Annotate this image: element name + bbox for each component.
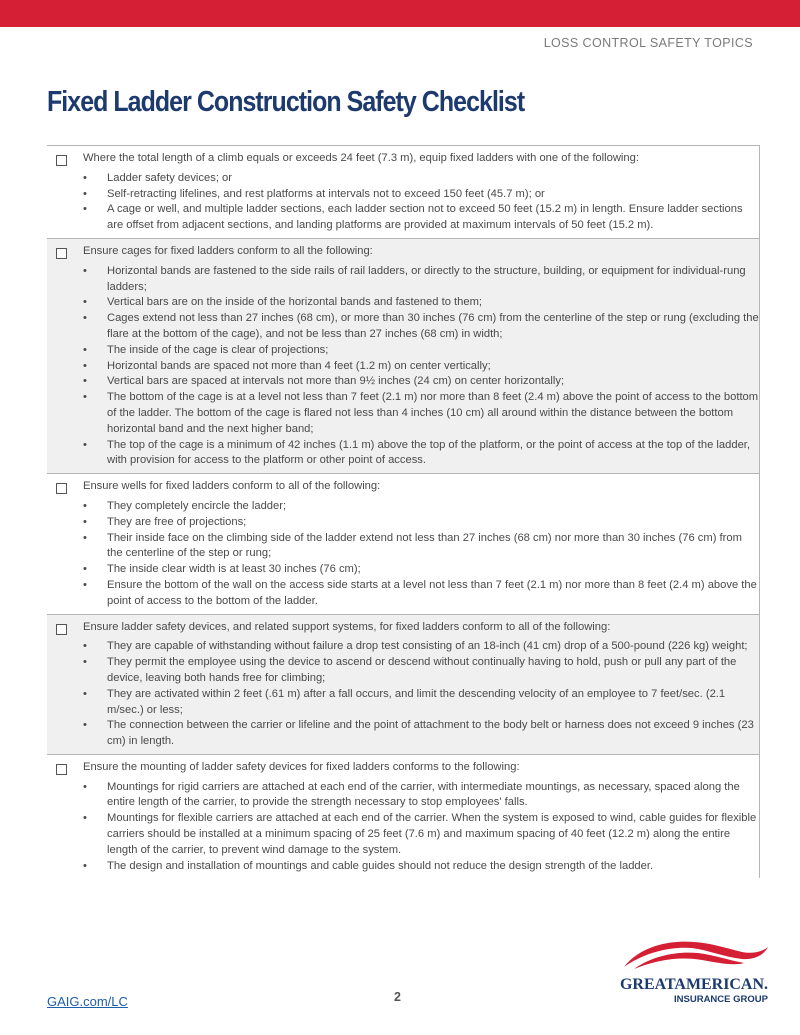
item-text: Ladder safety devices; or: [107, 171, 232, 184]
item-list: [83, 171, 760, 234]
list-item: [83, 295, 760, 311]
item-text: The inside clear width is at least 30 inches (76 cm);: [107, 563, 361, 576]
bullet-icon: •: [83, 780, 87, 793]
list-item: [83, 171, 760, 187]
checklist-section: [47, 754, 760, 879]
checklist-section: [47, 238, 760, 473]
bullet-icon: •: [83, 563, 87, 576]
list-item: [83, 264, 760, 296]
bullet-icon: •: [83, 171, 87, 184]
page-number: 2: [394, 990, 401, 1004]
bullet-icon: •: [83, 687, 87, 700]
list-item: [83, 859, 760, 875]
item-list: [83, 780, 760, 875]
item-text: Mountings for flexible carriers are attached at each end of the carrier. When the system is exposed to wind, cable guides for flexible carriers should be installed at a minimum spacing of 25 feet (7.6 m) and maximum spacing of 40 feet (12.2 m) along the entire length of the carrier, to prevent wind damage to the system.: [107, 812, 757, 856]
item-text: The bottom of the cage is at a level not less than 7 feet (2.1 m) nor more than 8 feet (2.4 m) above the point of access to the bottom of the ladder. The bottom of the cage is flared not less than 4 inches (10 cm) all around within the distance between the bottom horizontal band and the next higher band;: [107, 391, 759, 435]
list-item: [83, 359, 760, 375]
section-title: Where the total length of a climb equals or exceeds 24 feet (7.3 m), equip fixed ladders with one of the following:: [83, 152, 639, 164]
bullet-icon: •: [83, 656, 87, 669]
bullet-icon: •: [83, 578, 87, 591]
bullet-icon: •: [83, 359, 87, 372]
bullet-icon: •: [83, 531, 87, 544]
bullet-icon: •: [83, 187, 87, 200]
item-text: Horizontal bands are fastened to the side rails of rail ladders, or directly to the structure, building, or equipment for individual-rung ladders;: [107, 264, 746, 293]
item-text: They completely encircle the ladder;: [107, 499, 287, 512]
list-item: [83, 187, 760, 203]
list-item: [83, 562, 760, 578]
item-text: Horizontal bands are spaced not more than 4 feet (1.2 m) on center vertically;: [107, 359, 491, 372]
checklist-section: [47, 614, 760, 754]
checkbox[interactable]: [56, 483, 67, 494]
checklist-section: [47, 473, 760, 613]
checkbox[interactable]: [56, 155, 67, 166]
list-item: [83, 780, 760, 812]
bullet-icon: •: [83, 343, 87, 356]
bullet-icon: •: [83, 719, 87, 732]
list-item: [83, 531, 760, 563]
list-item: [83, 202, 760, 234]
list-item: [83, 718, 760, 750]
item-text: Mountings for rigid carriers are attached at each end of the carrier, with intermediate mountings, as necessary, spaced along the entire length of the carrier, to provide the strength necessary to stop employees' falls.: [107, 780, 740, 809]
bullet-icon: •: [83, 264, 87, 277]
list-item: [83, 374, 760, 390]
item-text: A cage or well, and multiple ladder sections, each ladder section not to exceed 50 feet (15.2 m) in length. Ensure ladder sections are offset from adjacent sections, and landing platforms are provided at maximum intervals of 50 feet (15.2 m).: [107, 203, 743, 232]
item-text: Vertical bars are spaced at intervals not more than 9½ inches (24 cm) on center horizontally;: [107, 375, 565, 388]
checkbox[interactable]: [56, 624, 67, 635]
bullet-icon: •: [83, 499, 87, 512]
item-text: They are free of projections;: [107, 515, 247, 528]
item-text: The connection between the carrier or lifeline and the point of attachment to the body belt or harness does not exceed 9 inches (23 cm) in length.: [107, 719, 754, 748]
item-list: [83, 499, 760, 610]
list-item: [83, 578, 760, 610]
website-link[interactable]: GAIG.com/LC: [47, 994, 128, 1009]
list-item: [83, 438, 760, 470]
list-item: [83, 639, 760, 655]
section-title: Ensure wells for fixed ladders conform to all of the following:: [83, 480, 381, 493]
item-list: [83, 639, 760, 750]
item-text: Cages extend not less than 27 inches (68 cm), or more than 30 inches (76 cm) from the centerline of the step or rung (excluding the flare at the bottom of the cage), and not be less than 27 inches (68 cm) in width;: [107, 312, 759, 340]
item-text: Their inside face on the climbing side of the ladder extend not less than 27 inches (68 cm) nor more than 30 inches (76 cm) from the centerline of the step or rung;: [107, 531, 742, 560]
list-item: [83, 811, 760, 858]
svg-text:GREATAMERICAN.: GREATAMERICAN.: [620, 976, 769, 993]
section-title: Ensure the mounting of ladder safety devices for fixed ladders conforms to the following:: [83, 760, 520, 773]
list-item: [83, 390, 760, 437]
bullet-icon: •: [83, 375, 87, 388]
list-item: [83, 343, 760, 359]
item-text: The design and installation of mountings and cable guides should not reduce the design strength of the ladder.: [107, 859, 654, 872]
item-text: They permit the employee using the device to ascend or descend without continually having to hold, push or pull any part of the device, leaving both hands free for climbing;: [107, 656, 737, 684]
checklist: [47, 145, 760, 878]
list-item: [83, 311, 760, 343]
bullet-icon: •: [83, 515, 87, 528]
bullet-icon: •: [83, 391, 87, 404]
page-title: Fixed Ladder Construction Safety Checklist: [47, 86, 525, 118]
svg-text:INSURANCE GROUP: INSURANCE GROUP: [674, 994, 768, 1004]
item-text: The top of the cage is a minimum of 42 inches (1.1 m) above the top of the platform, or the point of access at the top of the ladder, with provision for access to the platform or other point of access.: [107, 438, 751, 467]
header-red-bar: [0, 0, 800, 27]
section-title: Ensure ladder safety devices, and related support systems, for fixed ladders conform to all of the following:: [83, 620, 611, 633]
list-item: [83, 655, 760, 687]
document-category: LOSS CONTROL SAFETY TOPICS: [543, 36, 753, 50]
bullet-icon: •: [83, 859, 87, 872]
item-text: Vertical bars are on the inside of the horizontal bands and fastened to them;: [107, 296, 483, 309]
company-logo: [618, 936, 770, 1008]
checklist-section: [47, 145, 760, 238]
list-item: [83, 687, 760, 719]
item-text: They are capable of withstanding without failure a drop test consisting of an 18-inch (41 cm) drop of a 500-pound (226 kg) weight;: [107, 640, 748, 653]
bullet-icon: •: [83, 203, 87, 216]
checkbox[interactable]: [56, 764, 67, 775]
section-title: Ensure cages for fixed ladders conform to all the following:: [83, 244, 373, 257]
list-item: [83, 499, 760, 515]
bullet-icon: •: [83, 812, 87, 825]
item-text: The inside of the cage is clear of projections;: [107, 343, 329, 356]
bullet-icon: •: [83, 640, 87, 653]
checkbox[interactable]: [56, 248, 67, 259]
item-text: Self-retracting lifelines, and rest platforms at intervals not to exceed 150 feet (45.7 m); or: [107, 187, 545, 200]
item-text: They are activated within 2 feet (.61 m) after a fall occurs, and limit the descending velocity of an employee to 7 feet/sec. (2.1 m/sec.) or less;: [107, 687, 726, 716]
item-list: [83, 264, 760, 469]
list-item: [83, 515, 760, 531]
bullet-icon: •: [83, 312, 87, 325]
item-text: Ensure the bottom of the wall on the access side starts at a level not less than 7 feet (2.1 m) nor more than 8 feet (2.4 m) above the point of access to the bottom of the ladder.: [107, 578, 757, 607]
bullet-icon: •: [83, 296, 87, 309]
bullet-icon: •: [83, 438, 87, 451]
